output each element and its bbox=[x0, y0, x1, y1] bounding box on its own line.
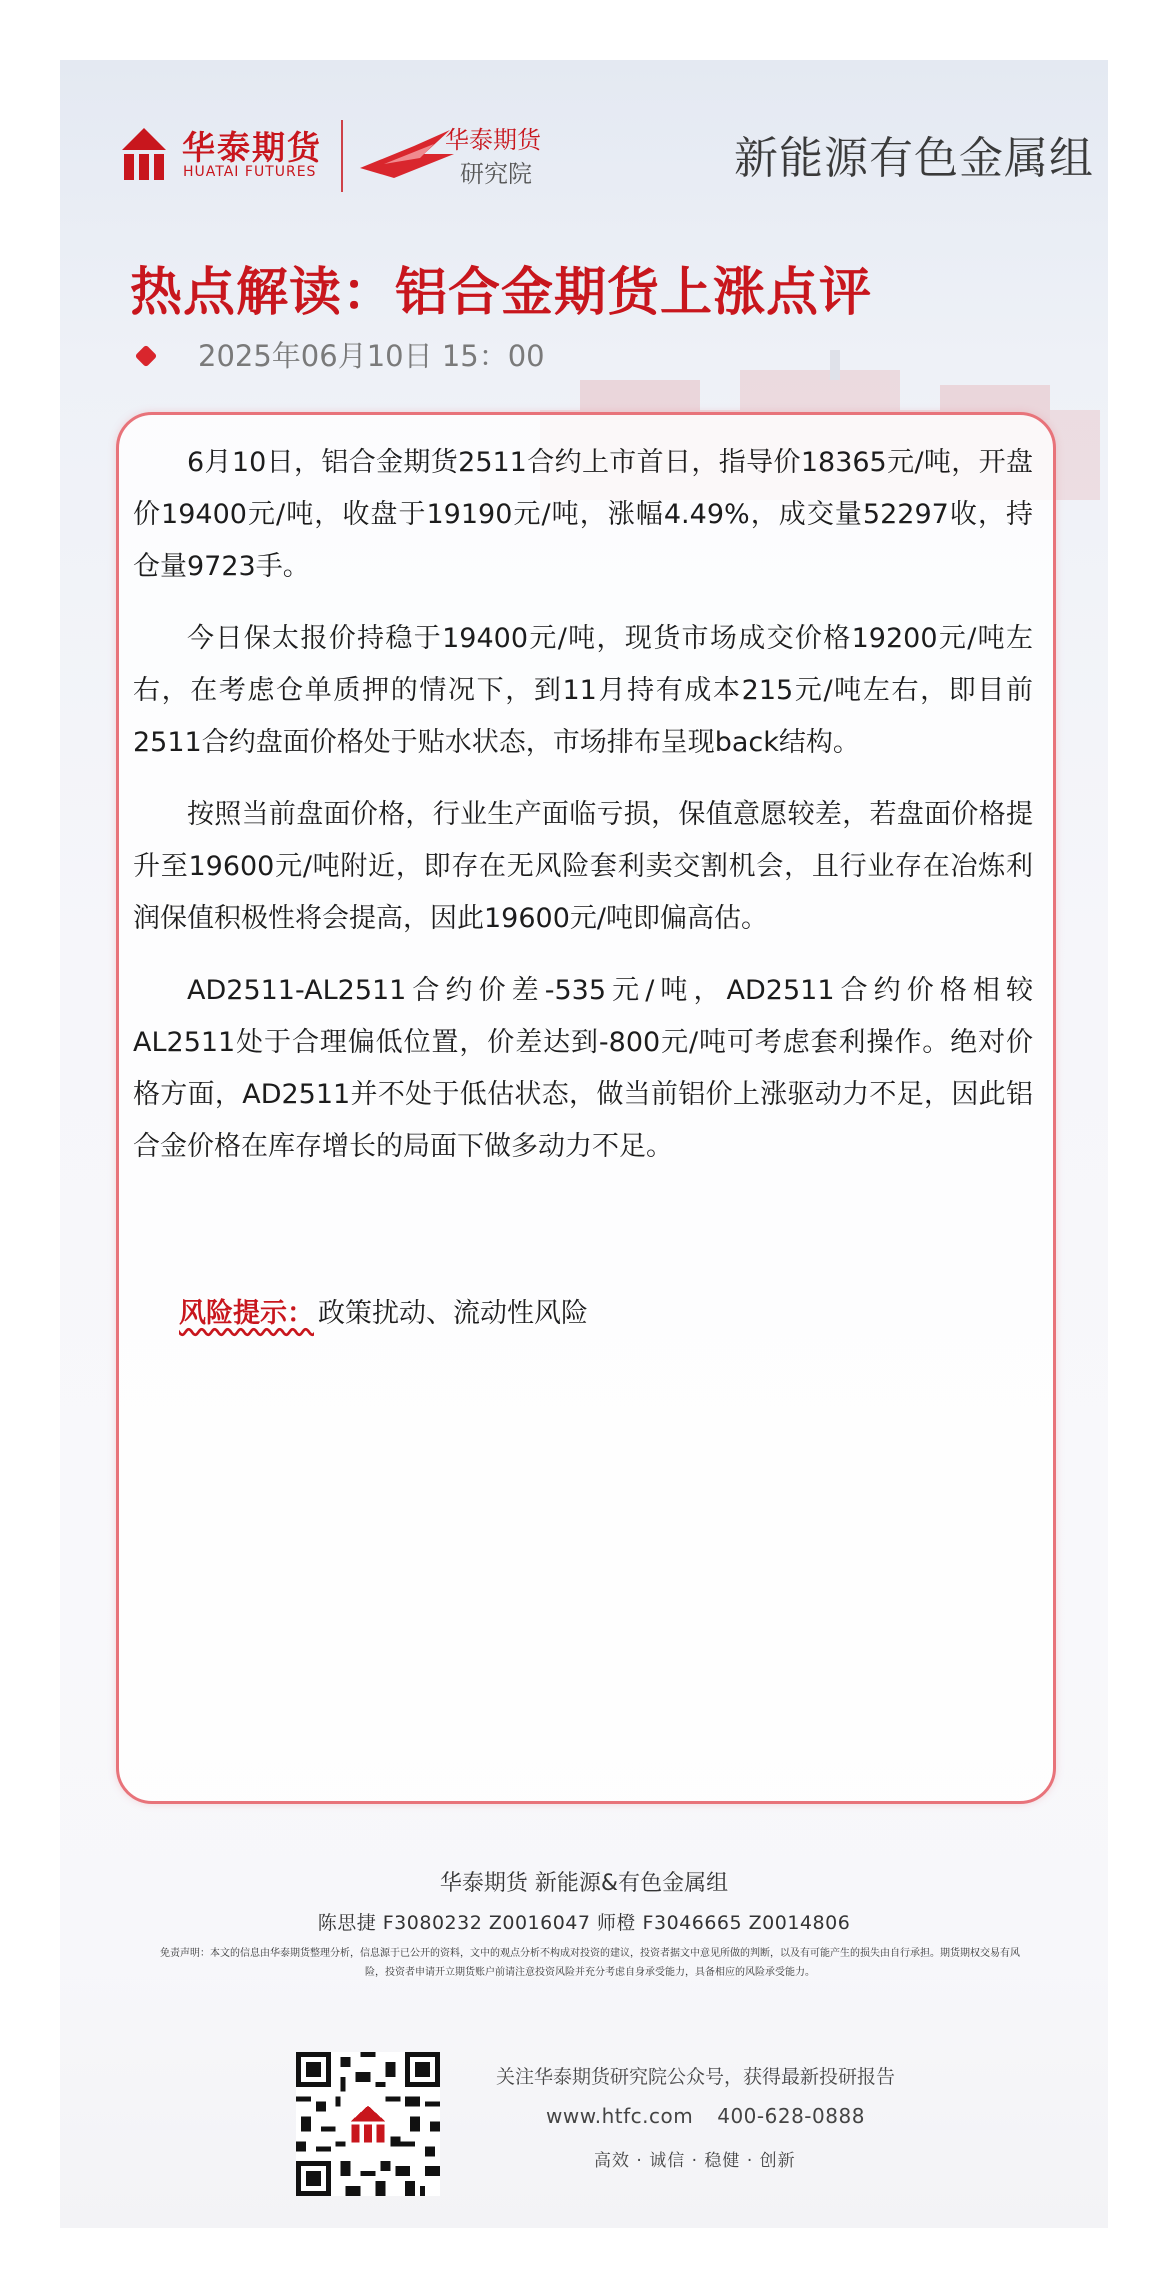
motto: 高效 · 诚信 · 稳健 · 创新 bbox=[594, 2151, 796, 2171]
risk-label: 风险提示： bbox=[179, 1298, 314, 1329]
report-poster bbox=[60, 60, 1108, 2228]
huatai-logo-icon bbox=[120, 126, 168, 182]
logo-chinese: 华泰期货 bbox=[182, 128, 322, 167]
paragraph-4: AD2511-AL2511合约价差-535元/吨，AD2511合约价格相较AL2511处于合理偏低位置，价差达到-800元/吨可考虑套利操作。绝对价格方面，AD2511并不处于低估状态，做当前铝价上涨驱动力不足，因此铝合金价格在库存增长的局面下做多动力不足。 bbox=[133, 975, 1033, 1162]
publish-date: 2025年06月10日 15：00 bbox=[198, 339, 545, 373]
institute-name-bottom: 研究院 bbox=[460, 160, 532, 188]
disclaimer: 免责声明：本文的信息由华泰期货整理分析，信息源于已公开的资料，文中的观点分析不构成对投资的建议，投资者据文中意见所做的判断，以及有可能产生的损失由自行承担。期货期权交易有风险，投资者申请开立期货账户前请注意投资风险并充分考虑自身承受能力，具备相应的风险承受能力。 bbox=[160, 1948, 1020, 1978]
diamond-bullet-icon bbox=[135, 345, 158, 368]
header bbox=[60, 60, 1108, 240]
phone-number: 400-628-0888 bbox=[717, 2104, 865, 2128]
page-title: 热点解读：铝合金期货上涨点评 bbox=[130, 263, 873, 323]
contact-row bbox=[546, 2104, 865, 2128]
logo-english: HUATAI FUTURES bbox=[183, 164, 317, 180]
website-link[interactable]: www.htfc.com bbox=[546, 2104, 694, 2128]
risk-text: 政策扰动、流动性风险 bbox=[318, 1298, 588, 1329]
footer-analysts: 陈思捷 F3080232 Z0016047 师橙 F3046665 Z0014806 bbox=[317, 1912, 851, 1934]
logo-divider bbox=[341, 120, 343, 192]
group-title: 新能源有色金属组 bbox=[734, 133, 1094, 184]
footer-title: 华泰期货 新能源&有色金属组 bbox=[439, 1871, 729, 1896]
institute-name-top: 华泰期货 bbox=[445, 126, 541, 154]
article-card bbox=[116, 412, 1056, 1804]
qr-code-icon[interactable] bbox=[296, 2052, 440, 2196]
paragraph-1: 6月10日，铝合金期货2511合约上市首日，指导价18365元/吨，开盘价19400元/吨，收盘于19190元/吨，涨幅4.49%，成交量52297收，持仓量9723手。 bbox=[133, 447, 1033, 582]
paragraph-3: 按照当前盘面价格，行业生产面临亏损，保值意愿较差，若盘面价格提升至19600元/吨附近，即存在无风险套利卖交割机会，且行业存在冶炼利润保值积极性将会提高，因此19600元/吨即偏高估。 bbox=[133, 799, 1033, 934]
follow-text: 关注华泰期货研究院公众号，获得最新投研报告 bbox=[496, 2066, 896, 2088]
risk-notice bbox=[179, 1291, 588, 1330]
paragraph-2: 今日保太报价持稳于19400元/吨，现货市场成交价格19200元/吨左右，在考虑仓单质押的情况下，到11月持有成本215元/吨左右，即目前2511合约盘面价格处于贴水状态，市场排布呈现back结构。 bbox=[133, 623, 1033, 758]
